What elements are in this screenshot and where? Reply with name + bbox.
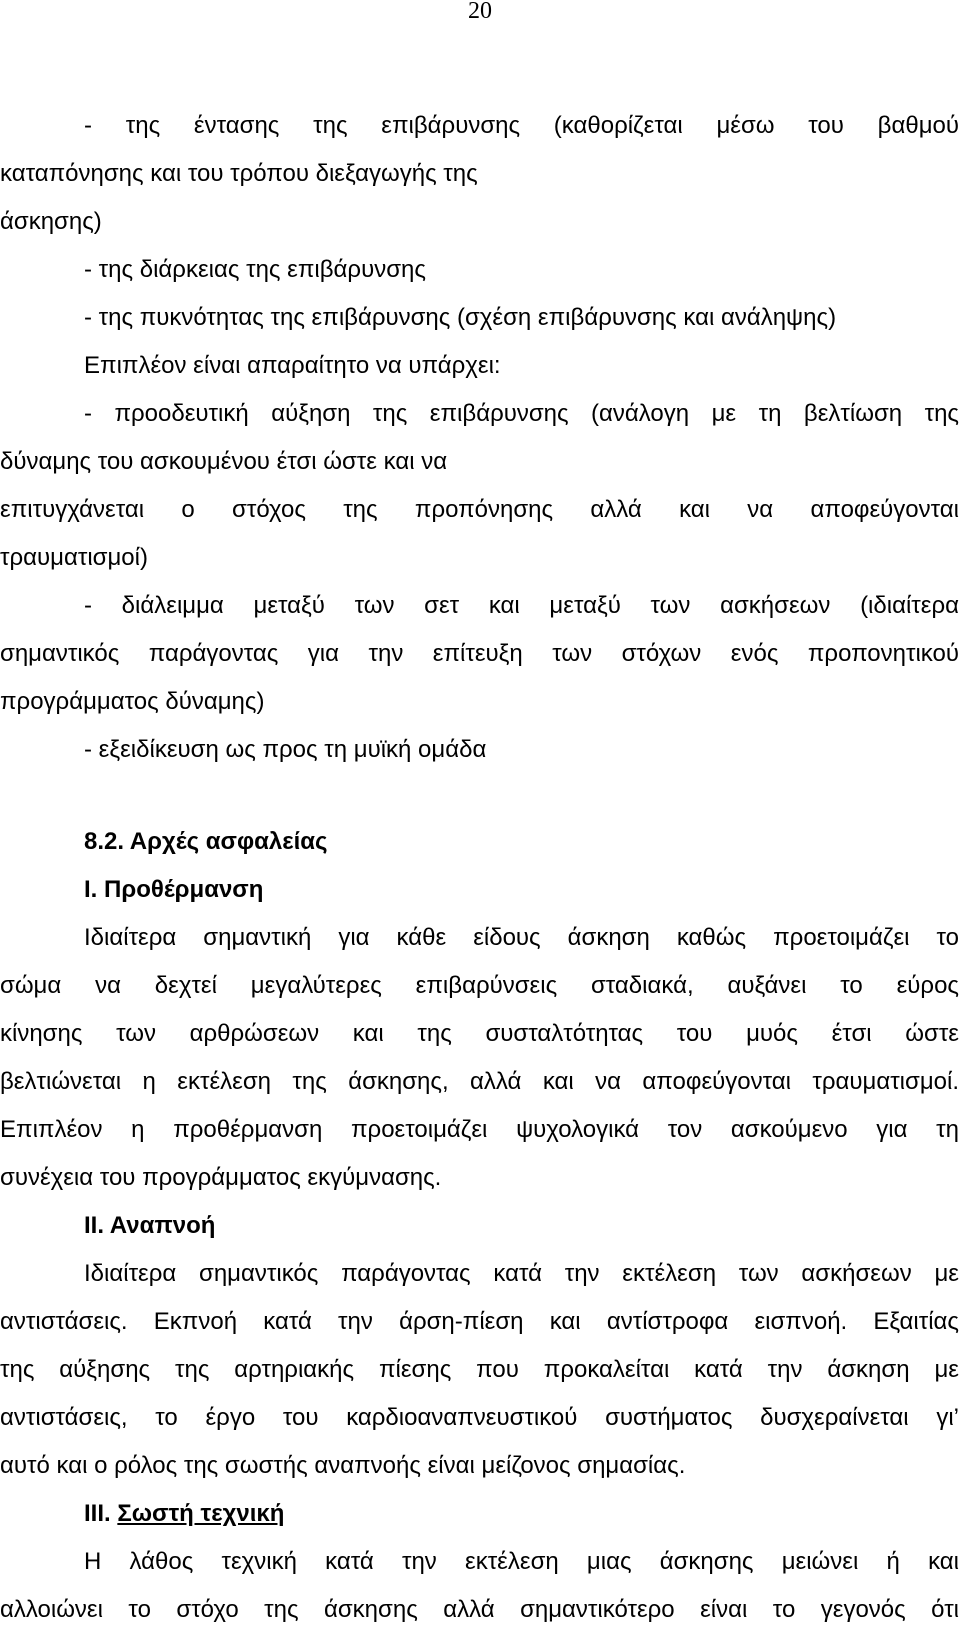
- paragraph-line: Η λάθος τεχνική κατά την εκτέλεση μιας άσκησης μειώνει ή και: [84, 1548, 959, 1575]
- paragraph-line: αλλοιώνει το στόχο της άσκησης αλλά σημαντικότερο είναι το γεγονός ότι: [0, 1596, 959, 1623]
- subsection-heading-breathing: [84, 1202, 960, 1250]
- paragraph-line: αντιστάσεις. Εκπνοή κατά την άρση-πίεση και αντίστροφα εισπνοή. Εξαιτίας: [0, 1308, 959, 1335]
- list-item: - της πυκνότητας της επιβάρυνσης (σχέση επιβάρυνσης και ανάληψης): [84, 304, 837, 331]
- subsection-numeral: Ι.: [84, 876, 98, 903]
- list-item: - προοδευτική αύξηση της επιβάρυνσης (ανάλογη με τη βελτίωση της: [84, 400, 959, 427]
- list-item-continued: τραυματισμοί): [0, 544, 148, 571]
- list-item: - της έντασης της επιβάρυνσης (καθορίζεται μέσω του βαθμού: [84, 112, 959, 139]
- paragraph-line: βελτιώνεται η εκτέλεση της άσκησης, αλλά και να αποφεύγονται τραυματισμοί.: [0, 1068, 959, 1095]
- intro-line: Επιπλέον είναι απαραίτητο να υπάρχει:: [84, 352, 501, 379]
- list-item-continued: άσκησης): [0, 208, 102, 235]
- list-item: - εξειδίκευση ως προς τη μυϊκή ομάδα: [84, 736, 487, 763]
- subsection-heading-technique: [84, 1490, 960, 1538]
- list-item-continued: προγράμματος δύναμης): [0, 688, 265, 715]
- paragraph-line: κίνησης των αρθρώσεων και της συσταλτότητας του μυός έτσι ώστε: [0, 1020, 959, 1047]
- list-item: - διάλειμμα μεταξύ των σετ και μεταξύ των ασκήσεων (ιδιαίτερα: [84, 592, 959, 619]
- section-spacer: [0, 774, 960, 818]
- technique-paragraph: [0, 1538, 960, 1634]
- paragraph-line: Ιδιαίτερα σημαντικός παράγοντας κατά την εκτέλεση των ασκήσεων με: [84, 1260, 959, 1287]
- list-item-continued: δύναμης του ασκουμένου έτσι ώστε και να: [0, 448, 448, 475]
- list-item-continued: σημαντικός παράγοντας για την επίτευξη των στόχων ενός προπονητικού: [0, 640, 959, 667]
- paragraph-line: Ιδιαίτερα σημαντική για κάθε είδους άσκηση καθώς προετοιμάζει το: [84, 924, 959, 951]
- breathing-paragraph: [0, 1250, 960, 1490]
- list-item: - της διάρκειας της επιβάρυνσης: [84, 256, 426, 283]
- paragraph-line: συνέχεια του προγράμματος εκγύμνασης.: [0, 1164, 442, 1191]
- subsection-title: Σωστή τεχνική: [117, 1500, 285, 1527]
- subsection-title: Αναπνοή: [109, 1212, 216, 1239]
- paragraph-line: αυτό και ο ρόλος της σωστής αναπνοής είναι μείζονος σημασίας.: [0, 1452, 686, 1479]
- paragraph-line: Επιπλέον η προθέρμανση προετοιμάζει ψυχολογικά τον ασκούμενο για τη: [0, 1116, 959, 1143]
- list-item-continued: καταπόνησης και του τρόπου διεξαγωγής της: [0, 160, 478, 187]
- paragraph-line: σώμα να δεχτεί μεγαλύτερες επιβαρύνσεις σταδιακά, αυξάνει το εύρος: [0, 972, 959, 999]
- requirements-list: [0, 102, 960, 774]
- list-item-continued: επιτυγχάνεται ο στόχος της προπόνησης αλλά και να αποφεύγονται: [0, 496, 959, 523]
- warmup-paragraph: [0, 914, 960, 1202]
- paragraph-line: αντιστάσεις, το έργο του καρδιοαναπνευστικού συστήματος δυσχεραίνεται γι’: [0, 1404, 959, 1431]
- subsection-numeral: ΙΙΙ.: [84, 1500, 111, 1527]
- paragraph-line: της αύξησης της αρτηριακής πίεσης που προκαλείται κατά την άσκηση με: [0, 1356, 959, 1383]
- page-number: 20: [468, 0, 492, 24]
- subsection-title: Προθέρμανση: [104, 876, 264, 903]
- subsection-heading-warmup: [84, 866, 960, 914]
- section-heading: 8.2. Αρχές ασφαλείας: [84, 828, 328, 855]
- subsection-numeral: ΙΙ.: [84, 1212, 105, 1239]
- document-body: [0, 102, 960, 1634]
